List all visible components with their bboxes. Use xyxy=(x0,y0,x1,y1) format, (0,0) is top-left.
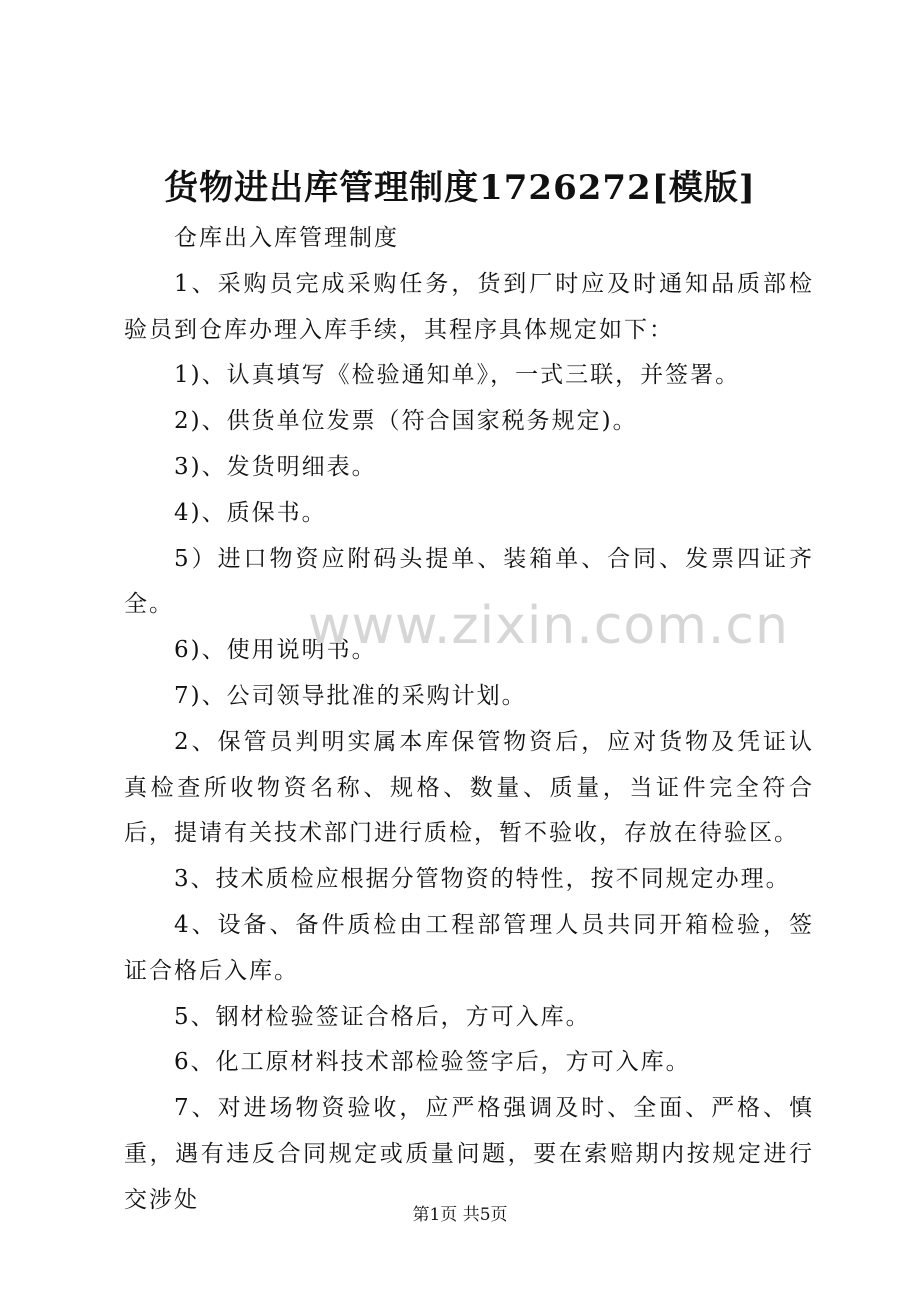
paragraph: 5、钢材检验签证合格后，方可入库。 xyxy=(174,1003,591,1030)
paragraph: 4)、质保书。 xyxy=(174,499,327,526)
paragraph: 1)、认真填写《检验通知单》，一式三联，并签署。 xyxy=(174,362,741,389)
paragraph: 6、化工原材料技术部检验签字后，方可入库。 xyxy=(174,1049,691,1076)
paragraph: 3)、发货明细表。 xyxy=(174,453,377,480)
paragraph: 5）进口物资应附码头提单、装箱单、合同、发票四证齐全。 xyxy=(124,545,814,618)
paragraph: 4、设备、备件质检由工程部管理人员共同开箱检验，签证合格后入库。 xyxy=(124,911,814,984)
paragraph: 1、采购员完成采购任务，货到厂时应及时通知品质部检验员到仓库办理入库手续，其程序具体规定如下： xyxy=(124,270,814,343)
page-footer: 第1页 共5页 xyxy=(412,1205,508,1225)
paragraph: 3、技术质检应根据分管物资的特性，按不同规定办理。 xyxy=(174,866,791,893)
document-body xyxy=(124,216,814,1224)
document-title: 货物进出库管理制度1726272[模版] xyxy=(164,168,756,208)
paragraph: 6)、使用说明书。 xyxy=(174,637,377,664)
paragraph: 2)、供货单位发票（符合国家税务规定)。 xyxy=(174,408,638,435)
paragraph: 仓库出入库管理制度 xyxy=(174,225,399,251)
paragraph: 7、对进场物资验收，应严格强调及时、全面、严格、慎重，遇有违反合同规定或质量问题，要在索赔期内按规定进行交涉处 xyxy=(124,1095,814,1213)
paragraph: 7)、公司领导批准的采购计划。 xyxy=(174,682,527,709)
watermark: www.zixin.com.cn xyxy=(308,596,789,656)
paragraph: 2、保管员判明实属本库保管物资后，应对货物及凭证认真检查所收物资名称、规格、数量、质量，当证件完全符合后，提请有关技术部门进行质检，暂不验收，存放在待验区。 xyxy=(124,728,814,847)
